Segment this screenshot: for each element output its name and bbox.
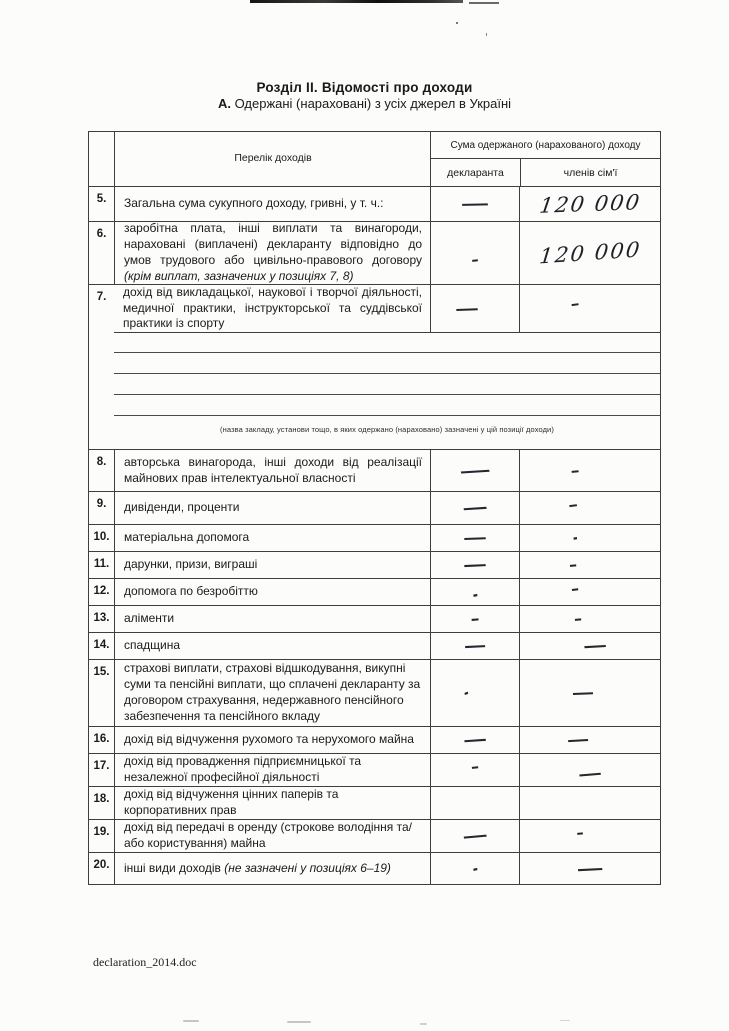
row-number: 20. — [93, 859, 110, 871]
handwritten-dash: – — [569, 460, 581, 480]
family-amount — [519, 606, 660, 632]
family-amount — [519, 579, 660, 605]
section-heading — [0, 81, 729, 111]
handwritten-dash: – — [565, 494, 579, 515]
institution-write-line — [114, 374, 660, 395]
handwritten-dash: — — [576, 763, 604, 784]
table-row — [89, 786, 660, 819]
handwritten-dash: – — [569, 578, 581, 599]
scan-artifact-line — [250, 0, 463, 3]
handwritten-dash: — — [462, 527, 488, 548]
handwritten-dash: – — [572, 608, 583, 629]
table-row — [89, 491, 660, 524]
row-number: 17. — [93, 760, 110, 772]
header-number-cell — [89, 132, 114, 186]
table-row-7-block — [89, 284, 660, 449]
income-description: авторська винагорода, інші доходи від реалізації майнових прав інтелектуальної власності — [114, 450, 430, 491]
row-number: 15. — [93, 666, 110, 678]
handwritten-dash: — — [459, 193, 490, 214]
declarant-amount — [430, 633, 519, 659]
income-description: дохід від передачі в оренду (строкове володіння та/або користування) майна — [114, 820, 430, 852]
declarant-amount — [430, 552, 519, 578]
declarant-amount — [430, 492, 519, 524]
row-number: 16. — [93, 733, 110, 745]
declarant-amount — [430, 606, 519, 632]
handwritten-dash: – — [568, 292, 581, 314]
row-number: 9. — [96, 498, 107, 510]
declarant-amount — [430, 853, 519, 885]
family-amount — [519, 285, 660, 332]
row-number: 11. — [93, 558, 110, 570]
table-row — [89, 551, 660, 578]
handwritten-dash: — — [574, 858, 605, 879]
row-number: 10. — [93, 531, 110, 543]
table-row — [89, 578, 660, 605]
table-row — [89, 659, 660, 726]
header-declarant: декларанта — [447, 166, 504, 179]
handwritten-dash: - — [462, 682, 470, 703]
income-description: аліменти — [114, 606, 430, 632]
handwritten-amount: 120 000 — [537, 237, 643, 269]
income-table — [88, 131, 661, 885]
scan-smudge — [420, 1023, 427, 1025]
income-description: дохід від відчуження рухомого та нерухомого майна — [114, 727, 430, 753]
row-number: 5. — [96, 193, 107, 205]
income-description: дохід від провадження підприємницької та незалежної професійної діяльності — [114, 754, 430, 786]
handwritten-dash: — — [461, 554, 488, 575]
income-description: дохід від викладацької, наукової і творчої діяльності, медичної практики, інструкторської та суддівської практики із спорту — [123, 284, 422, 331]
handwritten-dash: – — [469, 608, 481, 629]
family-amount — [519, 492, 660, 524]
family-amount — [519, 552, 660, 578]
income-description: матеріальна допомога — [114, 525, 430, 551]
row-number: 12. — [93, 585, 110, 597]
declarant-amount — [430, 754, 519, 786]
institution-note: (назва закладу, установи тощо, в яких одержано (нараховано) зазначені у цій позиції доходи) — [220, 425, 554, 434]
handwritten-dash: – — [469, 756, 480, 777]
income-description: страхові виплати, страхові відшкодування, викупні суми та пенсійні виплати, що сплачені декларанту за договором страхування, недержавного пенсійного забезпечення та пенсійного вкладу — [114, 660, 430, 726]
institution-write-line — [114, 395, 660, 416]
section-subtitle — [0, 97, 729, 111]
table-row — [89, 449, 660, 491]
footer-filename: declaration_2014.doc — [93, 955, 197, 969]
income-description: спадщина — [114, 633, 430, 659]
family-amount — [519, 727, 660, 753]
declarant-amount — [430, 285, 519, 332]
handwritten-dash: – — [567, 554, 578, 575]
table-row — [89, 852, 660, 885]
header-family: членів сім'ї — [520, 159, 660, 186]
row-number: 18. — [93, 793, 110, 805]
scan-speck — [486, 33, 487, 36]
handwritten-dash: — — [456, 459, 494, 481]
handwritten-dash: — — [454, 298, 480, 318]
subtitle-letter: А. — [217, 95, 231, 111]
row-number: 6. — [96, 228, 107, 240]
income-description: допомога по безробіттю — [114, 579, 430, 605]
family-amount — [519, 820, 660, 852]
handwritten-dash: - — [470, 858, 479, 879]
handwritten-dash: — — [460, 497, 490, 518]
row-number: 19. — [93, 826, 110, 838]
handwritten-dash: — — [581, 635, 609, 656]
scan-speck — [456, 22, 458, 24]
declarant-amount — [430, 727, 519, 753]
table-row — [89, 819, 660, 852]
handwritten-dash: — — [461, 729, 489, 750]
table-row — [89, 726, 660, 753]
family-amount — [519, 525, 660, 551]
handwritten-dash: — — [570, 682, 595, 703]
income-description: дарунки, призи, виграші — [114, 552, 430, 578]
family-amount — [519, 633, 660, 659]
handwritten-amount: 120 000 — [537, 190, 643, 218]
row-number: 14. — [93, 639, 110, 651]
table-row — [89, 605, 660, 632]
handwritten-dash: — — [565, 729, 590, 750]
scan-artifact-line — [469, 2, 499, 4]
institution-write-line — [114, 332, 660, 353]
handwritten-dash: – — [470, 249, 480, 270]
table-header-row — [89, 132, 660, 186]
family-amount — [519, 787, 660, 819]
income-description: дохід від відчуження цінних паперів та корпоративних прав — [114, 787, 430, 819]
income-description: Загальна сума сукупного доходу, гривні, у т. ч.: — [114, 187, 430, 221]
declarant-amount — [430, 187, 519, 221]
declarant-amount — [430, 222, 519, 284]
subtitle-text: Одержані (нараховані) з усіх джерел в Україні — [230, 95, 512, 111]
scan-smudge — [287, 1021, 311, 1023]
declarant-amount — [430, 820, 519, 852]
handwritten-dash: - — [471, 584, 479, 605]
table-row — [89, 753, 660, 786]
row-number: 7. — [96, 291, 107, 303]
handwritten-dash: – — [575, 822, 585, 843]
declarant-amount — [430, 660, 519, 726]
family-amount — [519, 853, 660, 885]
family-amount — [519, 450, 660, 491]
row-number: 13. — [93, 612, 110, 624]
handwritten-dash: - — [572, 527, 578, 548]
handwritten-dash: — — [460, 824, 490, 847]
table-row — [89, 186, 660, 221]
header-amounts-group — [430, 132, 660, 186]
header-sum-label: Сума одержаного (нарахованого) доходу — [431, 132, 660, 159]
declarant-amount — [430, 787, 519, 819]
family-amount — [519, 754, 660, 786]
income-description: інші види доходів (не зазначені у позиціях 6–19) — [114, 853, 430, 885]
family-amount — [519, 222, 660, 284]
table-row — [89, 632, 660, 659]
header-income-list: Перелік доходів — [114, 132, 430, 186]
scan-smudge — [560, 1020, 570, 1021]
table-row — [89, 221, 660, 284]
declarant-amount — [430, 450, 519, 491]
family-amount — [519, 660, 660, 726]
income-description: дивіденди, проценти — [114, 492, 430, 524]
handwritten-dash: — — [462, 635, 488, 656]
family-amount — [519, 187, 660, 221]
section-title: Розділ II. Відомості про доходи — [256, 80, 473, 95]
row-number: 8. — [96, 456, 107, 468]
declarant-amount — [430, 525, 519, 551]
declarant-amount — [430, 579, 519, 605]
table-row — [89, 524, 660, 551]
institution-write-line — [114, 353, 660, 374]
income-description: заробітна плата, інші виплати та винагороди, нараховані (виплачені) декларанту відповідно до умов трудового або цивільно-правового договору (крім виплат, зазначених у позиціях 7, 8) — [114, 222, 430, 284]
scan-smudge — [183, 1020, 199, 1022]
